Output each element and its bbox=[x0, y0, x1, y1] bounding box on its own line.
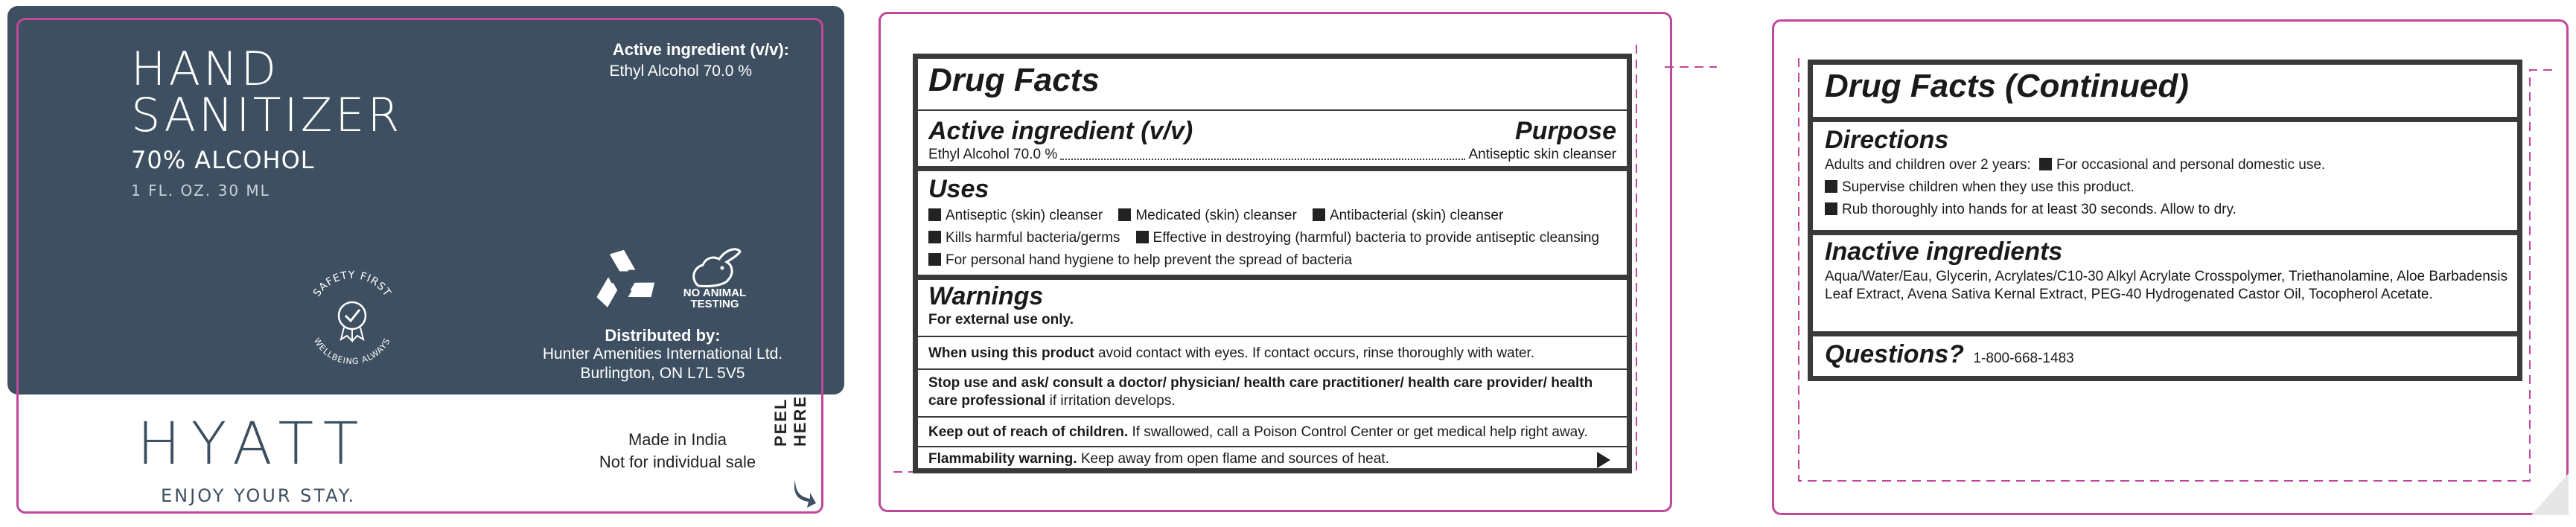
brand-logo: HYATT bbox=[137, 411, 369, 478]
direction-item: Supervise children when they use this product. bbox=[1842, 179, 2135, 195]
peel-here-label[interactable]: PEEL HERE bbox=[771, 395, 809, 447]
directions-intro: Adults and children over 2 years: bbox=[1825, 157, 2031, 173]
use-item: Medicated (skin) cleanser bbox=[1118, 208, 1296, 223]
safety-checkmark-icon bbox=[296, 262, 408, 374]
active-item: Ethyl Alcohol 70.0 % bbox=[928, 147, 1058, 162]
product-title bbox=[131, 42, 403, 142]
title-line1: HAND bbox=[131, 42, 280, 96]
drug-facts-title-section bbox=[918, 62, 1627, 99]
bunny-icon bbox=[683, 243, 746, 290]
directions-section bbox=[1813, 126, 2517, 219]
drug-facts-box bbox=[913, 54, 1632, 473]
brand-tagline: ENJOY YOUR STAY. bbox=[161, 485, 357, 506]
active-ingredient-value: Ethyl Alcohol 70.0 % bbox=[609, 63, 752, 80]
uses-section bbox=[918, 175, 1627, 269]
distributor-line1: Hunter Amenities International Ltd. bbox=[542, 345, 783, 362]
svg-text:SAFETY FIRST bbox=[311, 269, 393, 299]
warnings-section bbox=[918, 282, 1627, 329]
inactive-section bbox=[1813, 237, 2517, 304]
no-animal-testing bbox=[670, 287, 759, 310]
use-item: Kills harmful bacteria/germs bbox=[928, 230, 1120, 246]
purpose-heading: Purpose bbox=[1514, 117, 1616, 145]
active-ingredient-heading: Active ingredient (v/v): bbox=[612, 40, 789, 59]
questions-heading: Questions? bbox=[1825, 340, 1965, 368]
keep-out-warning: Keep out of reach of children. If swallowed, call a Poison Control Center or get medical help right away. bbox=[928, 424, 1588, 440]
warnings-heading: Warnings bbox=[928, 282, 1044, 310]
active-ingredient-heading: Active ingredient (v/v) bbox=[928, 117, 1193, 145]
drug-facts-cont-title-section bbox=[1813, 68, 2517, 105]
drug-facts-cont-title: Drug Facts (Continued) bbox=[1825, 68, 2189, 104]
no-animal-line1: NO ANIMAL bbox=[683, 287, 747, 299]
title-line2: SANITIZER bbox=[131, 88, 403, 142]
volume: 1 FL. OZ. 30 ML bbox=[131, 182, 270, 199]
triangle-icon bbox=[1595, 450, 1612, 470]
uses-heading: Uses bbox=[928, 175, 989, 203]
active-ingredient-section bbox=[918, 117, 1627, 164]
drug-facts-title: Drug Facts bbox=[928, 62, 1100, 98]
use-item: Effective in destroying (harmful) bacteria to provide antiseptic cleansing bbox=[1136, 230, 1600, 246]
use-item: For personal hand hygiene to help prevent the spread of bacteria bbox=[928, 252, 1352, 268]
direction-item: For occasional and personal domestic use. bbox=[2056, 157, 2326, 173]
direction-item: Rub thoroughly into hands for at least 30 seconds. Allow to dry. bbox=[1842, 202, 2237, 217]
drug-facts-cont-box bbox=[1808, 60, 2522, 381]
front-label-panel bbox=[0, 0, 849, 527]
distributed-heading: Distributed by: bbox=[605, 326, 721, 345]
alcohol-strength: 70% ALCOHOL bbox=[131, 146, 315, 174]
directions-heading: Directions bbox=[1825, 126, 1949, 154]
not-for-sale: Not for individual sale bbox=[599, 453, 756, 471]
questions-section bbox=[1813, 340, 2517, 369]
arrow-icon bbox=[791, 476, 817, 509]
inactive-text: Aqua/Water/Eau, Glycerin, Acrylates/C10-30 Alkyl Acrylate Crosspolymer, Triethanolamine, Aloe Barbadensis Leaf Extract, Avena Sativa Kernal Extract, PEG-40 Hydrogenated Castor Oil, Tocopherol Acetate. bbox=[1825, 269, 2508, 302]
stop-use-warning: Stop use and ask/ consult a doctor/ physician/ health care practitioner/ health care provider/ health care professional if irritation develops. bbox=[928, 375, 1593, 409]
distributor-line2: Burlington, ON L7L 5V5 bbox=[580, 365, 745, 382]
made-in: Made in India bbox=[628, 430, 727, 449]
safety-top-text: SAFETY FIRST bbox=[310, 269, 394, 299]
when-using-warning: When using this product avoid contact with eyes. If contact occurs, rinse thoroughly with water. bbox=[928, 345, 1535, 361]
inactive-heading: Inactive ingredients bbox=[1825, 237, 2063, 266]
use-item: Antiseptic (skin) cleanser bbox=[928, 208, 1103, 223]
phone-number[interactable]: 1-800-668-1483 bbox=[1973, 351, 2074, 366]
external-use: For external use only. bbox=[928, 312, 1074, 328]
no-animal-line2: TESTING bbox=[690, 298, 739, 310]
recycle-icon bbox=[588, 246, 660, 317]
use-item: Antibacterial (skin) cleanser bbox=[1313, 208, 1503, 223]
flammability-warning: Flammability warning. Keep away from open flame and sources of heat. bbox=[928, 451, 1389, 467]
active-purpose: Antiseptic skin cleanser bbox=[1468, 147, 1616, 162]
safety-bottom-text: WELLBEING ALWAYS bbox=[311, 336, 393, 367]
